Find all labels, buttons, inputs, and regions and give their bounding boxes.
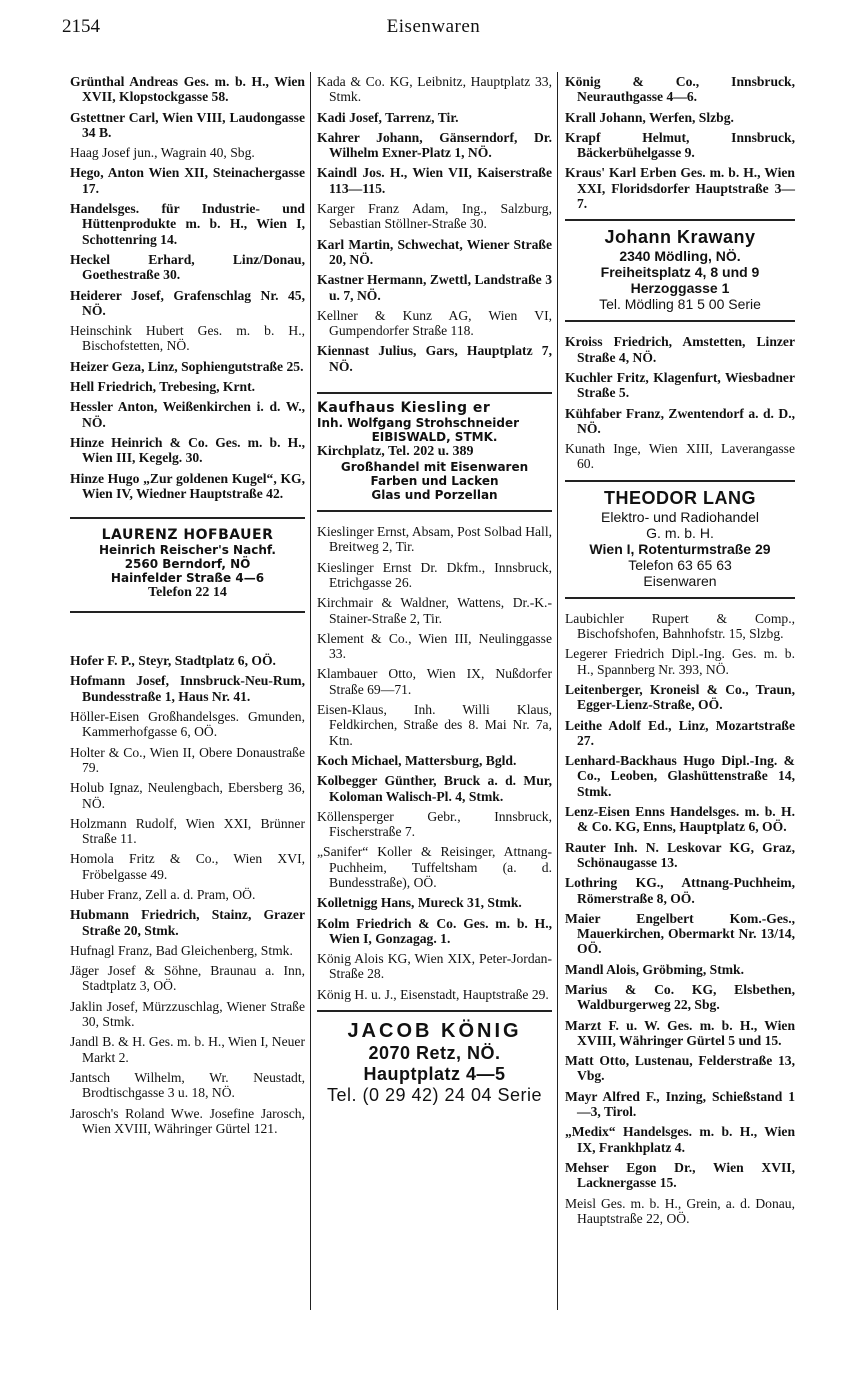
entry-list [565, 334, 795, 471]
list-item: Heckel Erhard, Linz/Donau, Goethestraße 30. [70, 251, 305, 283]
list-item: Klambauer Otto, Wien IX, Nußdorfer Straße 69—71. [317, 666, 552, 697]
list-item: Hinze Hugo „Zur goldenen Kugel“, KG, Wien IV, Wiedner Hauptstraße 42. [70, 470, 305, 501]
list-item: Karger Franz Adam, Ing., Salzburg, Sebastian Stöllner-Straße 30. [317, 201, 552, 232]
list-item: Leithe Adolf Ed., Linz, Mozartstraße 27. [565, 717, 795, 748]
list-item: Kieslinger Ernst Dr. Dkfm., Innsbruck, Etrichgasse 26. [317, 559, 552, 590]
page-header [0, 14, 867, 44]
list-item: Krall Johann, Werfen, Slzbg. [565, 109, 734, 125]
list-item: Lenz-Eisen Enns Handelsges. m. b. H. & Co. KG, Enns, Hauptplatz 6, OÖ. [565, 804, 795, 835]
list-item: Klement & Co., Wien III, Neulinggasse 33. [317, 630, 552, 662]
page-number: 2154 [62, 16, 100, 37]
list-item: Kunath Inge, Wien XIII, Laverangasse 60. [565, 441, 795, 472]
list-item: Kuchler Fritz, Klagenfurt, Wiesbadner Straße 5. [565, 369, 795, 401]
list-item: Rauter Inh. N. Leskovar KG, Graz, Schönaugasse 13. [565, 839, 795, 870]
list-item: Koch Michael, Mattersburg, Bgld. [317, 752, 517, 768]
ad-company-name: THEODOR LANG [604, 487, 756, 508]
list-item: Kahrer Johann, Gänserndorf, Dr. Wilhelm Exner-Platz 1, NÖ. [317, 129, 552, 161]
list-item: Hessler Anton, Weißenkirchen i. d. W., NÖ. [70, 399, 305, 430]
ad-line: Herzoggasse 1 [630, 280, 730, 297]
list-item: König Alois KG, Wien XIX, Peter-Jordan-Straße 28. [317, 951, 552, 982]
list-item: Kadi Josef, Tarrenz, Tir. [317, 109, 459, 125]
column-divider-1 [310, 72, 311, 1310]
list-item: Hinze Heinrich & Co. Ges. m. b. H., Wien III, Kegelg. 30. [70, 434, 305, 466]
list-item: Lothring KG., Attnang-Puchheim, Römerstraße 8, OÖ. [565, 875, 795, 906]
ad-line: Hainfelder Straße 4—6 [110, 571, 265, 586]
list-item: Marius & Co. KG, Elsbethen, Waldburgerweg 22, Sbg. [565, 981, 795, 1013]
list-item: Jandl B. & H. Ges. m. b. H., Wien I, Neuer Markt 2. [70, 1034, 305, 1065]
list-item: Heiderer Josef, Grafenschlag Nr. 45, NÖ. [70, 287, 305, 318]
list-item: Eisen-Klaus, Inh. Willi Klaus, Feldkirchen, Straße des 8. Mai Nr. 7a, Ktn. [317, 702, 552, 748]
ad-company-name: Johann Krawany [604, 227, 756, 248]
list-item: Holter & Co., Wien II, Obere Donaustraße 79. [70, 744, 305, 775]
list-item: Kraus' Karl Erben Ges. m. b. H., Wien XXI, Floridsdorfer Hauptstraße 3—7. [565, 165, 795, 212]
list-item: Kolbegger Günther, Bruck a. d. Mur, Koloman Walisch-Pl. 4, Stmk. [317, 773, 552, 804]
list-item: Krapf Helmut, Innsbruck, Bäckerbühelgasse 9. [565, 129, 795, 161]
ad-line: 2340 Mödling, NÖ. [619, 248, 741, 265]
ad-company-name: Kaufhaus Kiesling er [317, 400, 491, 417]
list-item: Meisl Ges. m. b. H., Grein, a. d. Donau, Hauptstraße 22, OÖ. [565, 1195, 795, 1226]
list-item: Jarosch's Roland Wwe. Josefine Jarosch, Wien XVIII, Währinger Gürtel 121. [70, 1105, 305, 1136]
ad-line: Eisenwaren [643, 572, 717, 589]
list-item: Haag Josef jun., Wagrain 40, Sbg. [70, 145, 255, 161]
advertisement-hofbauer [70, 517, 305, 613]
ad-line: Farben und Lacken [370, 474, 499, 489]
column-3 [565, 74, 795, 1231]
ad-company-name: JACOB KÖNIG [347, 1020, 522, 1043]
ad-phone: Tel. (0 29 42) 24 04 Serie [326, 1085, 543, 1106]
entry-list [565, 74, 795, 211]
list-item: Jaklin Josef, Mürzzuschlag, Wiener Straße 30, Stmk. [70, 998, 305, 1030]
ad-line: 2070 Retz, NÖ. [368, 1043, 501, 1064]
list-item: Kiennast Julius, Gars, Hauptplatz 7, NÖ. [317, 343, 552, 374]
list-item: Kroiss Friedrich, Amstetten, Linzer Straße 4, NÖ. [565, 334, 795, 365]
list-item: Mandl Alois, Gröbming, Stmk. [565, 961, 745, 977]
entry-list [70, 74, 305, 501]
list-item: Kolletnigg Hans, Mureck 31, Stmk. [317, 895, 522, 911]
list-item: Hego, Anton Wien XII, Steinachergasse 17. [70, 165, 305, 196]
list-item: Laubichler Rupert & Comp., Bischofshofen, Bahnhofstr. 15, Slzbg. [565, 610, 795, 642]
advertisement-kiesling [317, 392, 552, 512]
list-item: Grünthal Andreas Ges. m. b. H., Wien XVII, Klopstockgasse 58. [70, 74, 305, 105]
list-item: Leitenberger, Kroneisl & Co., Traun, Egger-Lienz-Straße, OÖ. [565, 681, 795, 713]
list-item: Marzt F. u. W. Ges. m. b. H., Wien XVIII, Währinger Gürtel 5 und 15. [565, 1017, 795, 1048]
list-item: Kieslinger Ernst, Absam, Post Solbad Hall, Breitweg 2, Tir. [317, 524, 552, 555]
advertisement-jacob-koenig [317, 1010, 552, 1114]
ad-line: Heinrich Reischer's Nachf. [99, 543, 276, 558]
list-item: Jäger Josef & Söhne, Braunau a. Inn, Stadtplatz 3, OÖ. [70, 963, 305, 994]
list-item: Hofmann Josef, Innsbruck-Neu-Rum, Bundesstraße 1, Haus Nr. 41. [70, 673, 305, 704]
list-item: Köllensperger Gebr., Innsbruck, Fischerstraße 7. [317, 808, 552, 840]
list-item: Hell Friedrich, Trebesing, Krnt. [70, 379, 256, 395]
list-item: Matt Otto, Lustenau, Felderstraße 13, Vbg. [565, 1053, 795, 1084]
column-2 [317, 74, 552, 1126]
list-item: Karl Martin, Schwechat, Wiener Straße 20, NÖ. [317, 236, 552, 267]
list-item: Kaindl Jos. H., Wien VII, Kaiserstraße 113—115. [317, 165, 552, 196]
list-item: „Sanifer“ Koller & Reisinger, Attnang-Puchheim, Tuffeltsham (a. d. Bundesstraße), OÖ. [317, 844, 552, 890]
list-item: Kastner Hermann, Zwettl, Landstraße 3 u. 7, NÖ. [317, 272, 552, 303]
list-item: Hofer F. P., Steyr, Stadtplatz 6, OÖ. [70, 653, 276, 669]
list-item: Kada & Co. KG, Leibnitz, Hauptplatz 33, Stmk. [317, 74, 552, 105]
list-item: Höller-Eisen Großhandelsges. Gmunden, Kammerhofgasse 6, OÖ. [70, 709, 305, 740]
column-divider-2 [557, 72, 558, 1310]
ad-line: G. m. b. H. [646, 524, 714, 541]
page-title: Eisenwaren [386, 16, 481, 37]
ad-line: Wien I, Rotenturmstraße 29 [589, 540, 771, 557]
ad-phone: Tel. Mödling 81 5 00 Serie [599, 296, 761, 313]
ad-line: Großhandel mit Eisenwaren [340, 460, 529, 475]
ad-line: Elektro- und Radiohandel [601, 508, 759, 525]
entry-list [565, 611, 795, 1226]
ad-line: Kirchplatz, Tel. 202 u. 389 [317, 444, 474, 460]
list-item: Jantsch Wilhelm, Wr. Neustadt, Brodtischgasse 3 u. 18, NÖ. [70, 1069, 305, 1101]
list-item: Hufnagl Franz, Bad Gleichenberg, Stmk. [70, 942, 293, 958]
list-item: Gstettner Carl, Wien VIII, Laudongasse 34 B. [70, 109, 305, 140]
list-item: Maier Engelbert Kom.-Ges., Mauerkirchen, Obermarkt Nr. 13/14, OÖ. [565, 910, 795, 957]
ad-phone: Telefon 22 14 [148, 585, 227, 601]
list-item: Holzmann Rudolf, Wien XXI, Brünner Straße 11. [70, 815, 305, 847]
entry-list [70, 653, 305, 1136]
list-item: Mehser Egon Dr., Wien XVII, Lacknergasse 15. [565, 1159, 795, 1191]
list-item: Heizer Geza, Linz, Sophiengutstraße 25. [70, 358, 304, 374]
column-1 [70, 74, 305, 1141]
list-item: Kellner & Kunz AG, Wien VI, Gumpendorfer Straße 118. [317, 307, 552, 339]
list-item: Mayr Alfred F., Inzing, Schießstand 1—3, Tirol. [565, 1088, 795, 1120]
list-item: Hubmann Friedrich, Stainz, Grazer Straße 20, Stmk. [70, 907, 305, 938]
list-item: Huber Franz, Zell a. d. Pram, OÖ. [70, 886, 256, 902]
ad-line: Hauptplatz 4—5 [363, 1064, 506, 1085]
list-item: Kühfaber Franz, Zwentendorf a. d. D., NÖ. [565, 405, 795, 436]
ad-line: EIBISWALD, STMK. [371, 430, 498, 445]
list-item: Legerer Friedrich Dipl.-Ing. Ges. m. b. H., Spannberg Nr. 393, NÖ. [565, 646, 795, 677]
ad-phone: Telefon 63 65 63 [628, 556, 732, 573]
list-item: Kirchmair & Waldner, Wattens, Dr.-K.-Stainer-Straße 2, Tir. [317, 595, 552, 626]
advertisement-krawany [565, 219, 795, 322]
entry-list [317, 74, 552, 374]
list-item: Holub Ignaz, Neulengbach, Ebersberg 36, NÖ. [70, 780, 305, 811]
list-item: „Medix“ Handelsges. m. b. H., Wien IX, Frankhplatz 4. [565, 1124, 795, 1155]
list-item: Handelsges. für Industrie- und Hüttenprodukte m. b. H., Wien I, Schottenring 14. [70, 201, 305, 247]
list-item: Kolm Friedrich & Co. Ges. m. b. H., Wien I, Gonzagag. 1. [317, 915, 552, 946]
list-item: König H. u. J., Eisenstadt, Hauptstraße 29. [317, 986, 549, 1002]
ad-line: Freiheitsplatz 4, 8 und 9 [600, 264, 760, 281]
ad-line: Glas und Porzellan [371, 488, 498, 503]
advertisement-theodor-lang [565, 480, 795, 599]
list-item: Heinschink Hubert Ges. m. b. H., Bischofstetten, NÖ. [70, 323, 305, 354]
ad-line: 2560 Berndorf, NÖ [124, 557, 251, 572]
list-item: Lenhard-Backhaus Hugo Dipl.-Ing. & Co., Leoben, Glashüttenstraße 14, Stmk. [565, 753, 795, 799]
list-item: König & Co., Innsbruck, Neurauthgasse 4—6. [565, 74, 795, 105]
list-item: Homola Fritz & Co., Wien XVI, Fröbelgasse 49. [70, 851, 305, 882]
ad-company-name: LAURENZ HOFBAUER [101, 527, 274, 544]
entry-list [317, 524, 552, 1002]
ad-line: Inh. Wolfgang Strohschneider [317, 416, 519, 431]
